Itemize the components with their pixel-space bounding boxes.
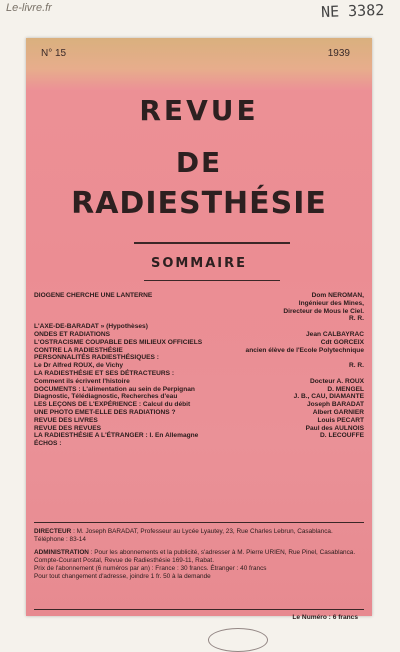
toc-title: Comment ils écrivent l'histoire <box>34 377 130 385</box>
administration-subscription: Prix de l'abonnement (6 numéros par an) : France : 30 francs. Étranger : 40 francs <box>34 565 267 572</box>
toc-author: D. MENGEL <box>327 385 364 393</box>
toc-title: Le Dr Alfred ROUX, de Vichy <box>34 362 124 370</box>
toc-title: DIOGENE CHERCHE UNE LANTERNE <box>34 292 153 299</box>
toc-title: ONDES ET RADIATIONS <box>34 330 111 338</box>
toc-title: Diagnostic, Télédiagnostic, Recherches d'eau <box>34 393 178 401</box>
toc-row <box>34 362 364 370</box>
directeur-label: DIRECTEUR <box>34 528 72 535</box>
watermark-text: Le-livre.fr <box>6 2 52 14</box>
toc-title: REVUE DES LIVRES <box>34 416 98 424</box>
toc-author: Directeur de Mous le Ciel. <box>283 307 364 315</box>
toc-title: LES LEÇONS DE L'EXPÉRIENCE : Calcul du débit <box>34 401 191 409</box>
toc-author: ancien élève de l'Ecole Polytechnique <box>245 346 364 354</box>
toc-row <box>34 432 364 440</box>
title-line-1: REVUE <box>139 94 259 127</box>
toc-row <box>34 386 364 394</box>
toc-row <box>34 417 364 425</box>
sommaire-rule <box>144 280 280 281</box>
issue-number: N° 15 <box>41 48 67 59</box>
toc-row <box>34 323 364 331</box>
cover-top-band <box>26 38 372 90</box>
toc-title: ÉCHOS : <box>34 440 62 448</box>
toc-author: Cdt GORCEIX <box>320 338 364 346</box>
title-line-3: RADIESTHÉSIE <box>71 186 327 221</box>
toc-title: PERSONNALITÉS RADIESTHÉSIQUES : <box>34 354 159 362</box>
toc-title: REVUE DES REVUES <box>34 424 102 432</box>
toc-author: R. R. <box>348 362 364 370</box>
toc-row <box>34 292 364 300</box>
magazine-cover <box>26 38 372 621</box>
toc-row <box>34 393 364 401</box>
toc-row <box>34 354 364 362</box>
toc-author: R. R. <box>348 315 364 323</box>
toc-row <box>34 315 364 323</box>
info-divider <box>34 522 364 523</box>
toc-row <box>34 401 364 409</box>
issue-year: 1939 <box>327 48 350 59</box>
toc-row <box>34 370 364 378</box>
library-seal <box>208 628 268 652</box>
library-stamp: NE 3382 <box>320 0 385 22</box>
sommaire-heading: SOMMAIRE <box>150 256 248 271</box>
toc-title: LA RADIESTHÉSIE ET SES DÉTRACTEURS : <box>34 369 175 377</box>
directeur-text: : M. Joseph BARADAT, Professeur au Lycée Lyautey, 23, Rue Charles Lebrun, Casablanca. Téléphone : 83-14 <box>34 528 333 543</box>
toc-title: L'OSTRACISME COUPABLE DES MILIEUX OFFICIELS <box>34 338 203 346</box>
price-divider <box>34 609 364 610</box>
toc-author: Paul des AULNOIS <box>305 424 364 432</box>
administration-address-change: Pour tout changement d'adresse, joindre 1 fr. 50 à la demande <box>34 573 211 580</box>
toc-author: D. LECOUFFE <box>320 432 364 440</box>
toc-author: Ingénieur des Mines, <box>298 299 364 307</box>
administration-label: ADMINISTRATION <box>34 549 89 556</box>
toc-row <box>34 378 364 386</box>
toc-author: Joseph BARADAT <box>306 401 364 409</box>
toc-author: Albert GARNIER <box>312 408 364 416</box>
toc-title: LA RADIESTHÉSIE A L'ÉTRANGER : I. En Allemagne <box>34 432 199 440</box>
toc-row <box>34 409 364 417</box>
toc-author: J. B., CAU, DIAMANTE <box>293 393 364 401</box>
toc-author: Docteur A. ROUX <box>310 377 364 385</box>
toc-row <box>34 331 364 339</box>
toc-row <box>34 300 364 308</box>
administration-text: : Pour les abonnements et la publicité, s'adresser à M. Pierre URIEN, Rue Pinel, Casablanca. <box>90 549 356 556</box>
toc-title: CONTRE LA RADIESTHÉSIE <box>34 346 123 354</box>
title-rule <box>134 242 290 244</box>
toc-title: DOCUMENTS : L'alimentation au sein de Perpignan <box>34 385 195 393</box>
directeur-block <box>34 528 364 544</box>
toc-row <box>34 440 364 448</box>
administration-postal: Compte-Courant Postal, Revue de Radiesthésie 169-11, Rabat. <box>34 557 214 564</box>
toc-row <box>34 339 364 347</box>
administration-block <box>34 549 364 581</box>
toc-author: Louis PECART <box>317 416 364 424</box>
toc-author: Jean CALBAYRAC <box>305 330 364 338</box>
toc-row <box>34 308 364 316</box>
toc-author: Dom NEROMAN, <box>311 292 364 299</box>
toc-title: UNE PHOTO EMET-ELLE DES RADIATIONS ? <box>34 408 176 416</box>
price-text: Le Numéro : 6 francs <box>292 614 358 621</box>
table-of-contents <box>34 292 364 448</box>
toc-title: L'AXE-DE-BARADAT » (Hypothèses) <box>34 323 148 331</box>
title-line-2: DE <box>175 146 223 179</box>
